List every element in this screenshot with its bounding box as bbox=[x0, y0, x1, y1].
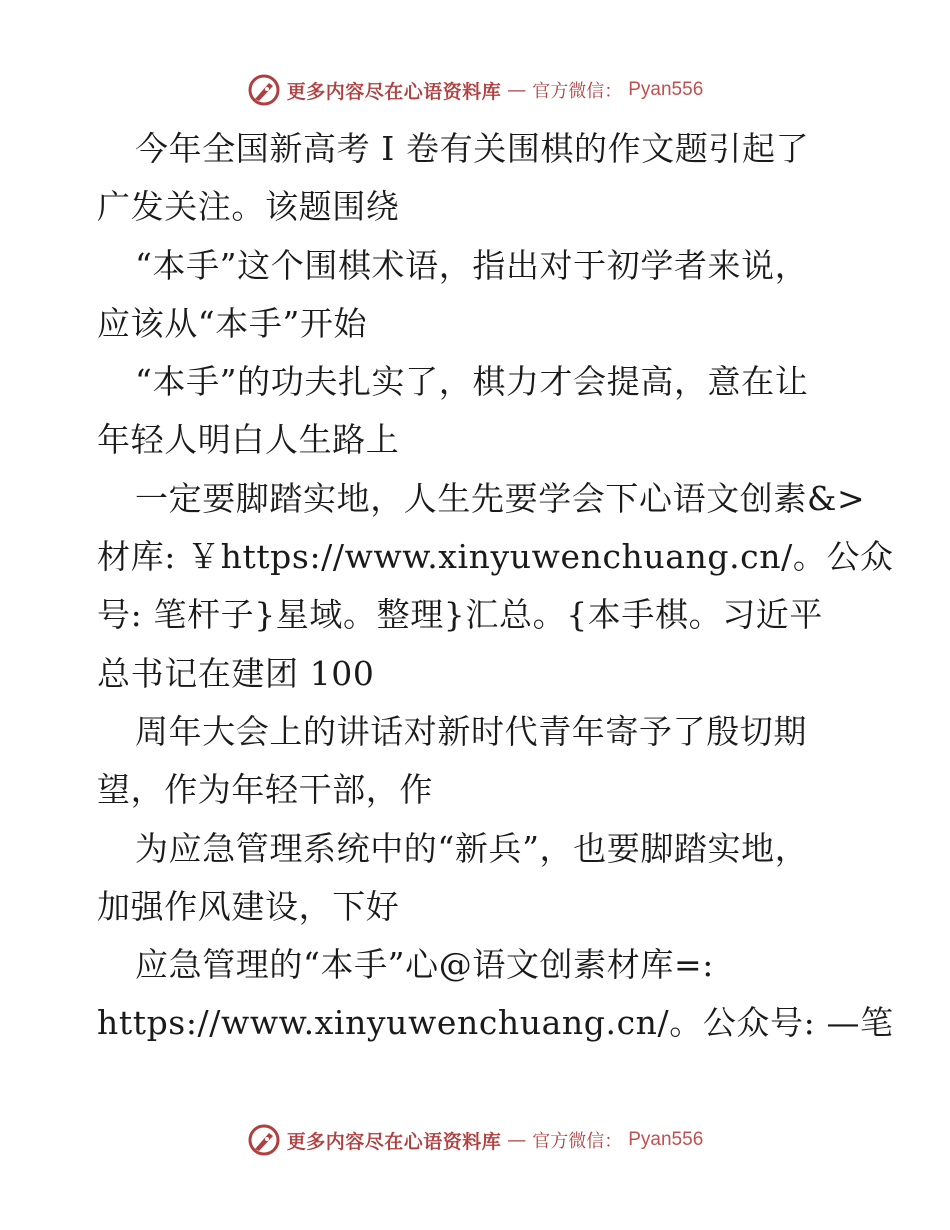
text-line: 周年大会上的讲话对新时代青年寄予了殷切期 bbox=[135, 711, 807, 751]
banner-wechat-id: Pyan556 bbox=[628, 1129, 704, 1150]
text-line: “本手”的功夫扎实了，棋力才会提高，意在让 bbox=[135, 362, 809, 402]
text-line: 应该从“本手”开始 bbox=[97, 303, 368, 343]
text-line: 材库: ￥https://www.xinyuwenchuang.cn/。公众 bbox=[97, 537, 894, 577]
text-line: “本手”这个围棋术语，指出对于初学者来说， bbox=[135, 245, 809, 285]
banner-separator: — bbox=[507, 1129, 527, 1151]
text-line: 今年全国新高考 Ⅰ 卷有关围棋的作文题引起了 bbox=[135, 129, 810, 168]
banner-title: 更多内容尽在心语资料库 bbox=[286, 80, 502, 103]
text-line: 年轻人明白人生路上 bbox=[97, 420, 400, 460]
banner-separator: — bbox=[507, 79, 527, 101]
banner-wechat-label: 官方微信： bbox=[532, 1131, 623, 1152]
banner-wechat-id: Pyan556 bbox=[628, 79, 704, 100]
text-line: 望，作为年轻干部，作 bbox=[97, 770, 433, 810]
text-line: 加强作风建设，下好 bbox=[97, 886, 400, 926]
banner-wechat-label: 官方微信： bbox=[532, 81, 623, 102]
text-line: 总书记在建团 100 bbox=[97, 653, 375, 693]
text-line: 号: 笔杆子}星域。整理}汇总。{本手棋。习近平 bbox=[97, 595, 823, 635]
pen-nib-icon bbox=[247, 73, 281, 107]
footer-banner bbox=[0, 1120, 950, 1160]
text-line: https://www.xinyuwenchuang.cn/。公众号: —笔 bbox=[97, 1003, 894, 1043]
document-body bbox=[97, 120, 894, 1053]
pen-nib-icon bbox=[247, 1123, 281, 1157]
text-line: 为应急管理系统中的“新兵”，也要脚踏实地， bbox=[135, 828, 809, 868]
header-banner bbox=[0, 70, 950, 110]
banner-title: 更多内容尽在心语资料库 bbox=[286, 1130, 502, 1153]
text-line: 应急管理的“本手”心@语文创素材库=: bbox=[135, 945, 714, 985]
text-line: 一定要脚踏实地，人生先要学会下心语文创素&> bbox=[135, 478, 866, 518]
text-line: 广发关注。该题围绕 bbox=[97, 187, 400, 227]
